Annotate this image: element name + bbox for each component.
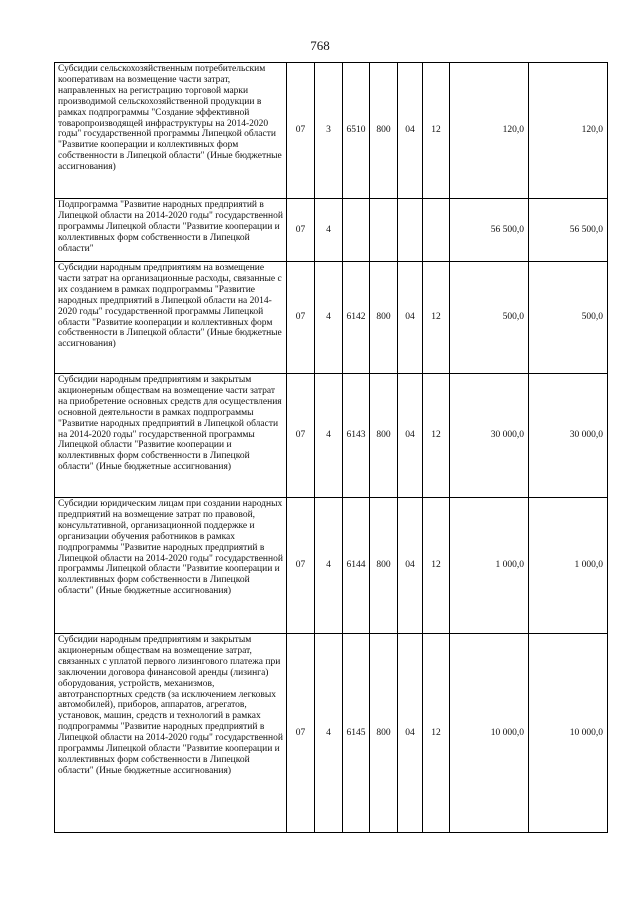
table-row (55, 634, 608, 833)
code-cell: 12 (423, 262, 450, 374)
code-cell: 04 (398, 262, 423, 374)
amount-cell: 500,0 (529, 262, 608, 374)
code-cell: 6510 (343, 63, 370, 199)
code-cell (370, 199, 398, 262)
amount-cell: 120,0 (529, 63, 608, 199)
code-cell: 07 (287, 199, 315, 262)
code-cell: 07 (287, 374, 315, 498)
code-cell: 4 (315, 498, 343, 634)
code-cell: 07 (287, 63, 315, 199)
code-cell: 07 (287, 262, 315, 374)
code-cell: 800 (370, 262, 398, 374)
amount-cell: 56 500,0 (529, 199, 608, 262)
code-cell: 12 (423, 374, 450, 498)
amount-cell: 10 000,0 (450, 634, 529, 833)
amount-cell: 500,0 (450, 262, 529, 374)
code-cell (398, 199, 423, 262)
code-cell: 800 (370, 634, 398, 833)
row-description: Субсидии народным предприятиям и закрытым акционерным обществам на возмещение части затрат на приобретение основных средств для осуществления основной деятельности в рамках подпрограммы "Развитие народных предприятий в Липецкой области на 2014-2020 годы" государственной программы Липецкой области "Развитие кооперации и коллективных форм собственности в Липецкой области" (Иные бюджетные ассигнования) (55, 374, 287, 498)
code-cell: 4 (315, 374, 343, 498)
row-description: Субсидии народным предприятиям на возмещение части затрат на организационные расходы, связанные с их созданием в рамках подпрограммы "Развитие народных предприятий в Липецкой области на 2014-2020 годы" государственной программы Липецкой области "Развитие кооперации и коллективных форм собственности в Липецкой области" (Иные бюджетные ассигнования) (55, 262, 287, 374)
table-row (55, 262, 608, 374)
code-cell: 04 (398, 634, 423, 833)
code-cell: 800 (370, 374, 398, 498)
table-row (55, 63, 608, 199)
row-description: Подпрограмма "Развитие народных предприятий в Липецкой области на 2014-2020 годы" государственной программы Липецкой области "Развитие кооперации и коллективных форм собственности в Липецкой области" (55, 199, 287, 262)
code-cell: 12 (423, 634, 450, 833)
code-cell: 6145 (343, 634, 370, 833)
code-cell: 07 (287, 634, 315, 833)
code-cell: 04 (398, 374, 423, 498)
budget-table (54, 62, 608, 833)
code-cell (423, 199, 450, 262)
code-cell: 6142 (343, 262, 370, 374)
code-cell: 12 (423, 63, 450, 199)
code-cell: 6143 (343, 374, 370, 498)
amount-cell: 1 000,0 (450, 498, 529, 634)
amount-cell: 30 000,0 (450, 374, 529, 498)
code-cell: 4 (315, 262, 343, 374)
code-cell: 07 (287, 498, 315, 634)
page-number: 768 (310, 38, 330, 53)
amount-cell: 56 500,0 (450, 199, 529, 262)
table-row (55, 374, 608, 498)
amount-cell: 120,0 (450, 63, 529, 199)
table-row (55, 199, 608, 262)
row-description: Субсидии сельскохозяйственным потребительским кооперативам на возмещение части затрат, направленных на регистрацию торговой марки производимой сельскохозяйственной продукции в рамках подпрограммы "Создание эффективной товаропроизводящей инфраструктуры на 2014-2020 годы" государственной программы Липецкой области "Развитие кооперации и коллективных форм собственности в Липецкой области" (Иные бюджетные ассигнования) (55, 63, 287, 199)
amount-cell: 30 000,0 (529, 374, 608, 498)
code-cell: 6144 (343, 498, 370, 634)
code-cell: 04 (398, 63, 423, 199)
row-description: Субсидии юридическим лицам при создании народных предприятий на возмещение затрат по правовой, консультативной, организационной поддержке и организации обучения работников в рамках подпрограммы "Развитие народных предприятий в Липецкой области на 2014-2020 годы" государственной программы Липецкой области "Развитие кооперации и коллективных форм собственности в Липецкой области" (Иные бюджетные ассигнования) (55, 498, 287, 634)
code-cell: 800 (370, 63, 398, 199)
amount-cell: 10 000,0 (529, 634, 608, 833)
amount-cell: 1 000,0 (529, 498, 608, 634)
code-cell (343, 199, 370, 262)
code-cell: 12 (423, 498, 450, 634)
code-cell: 04 (398, 498, 423, 634)
row-description: Субсидии народным предприятиям и закрытым акционерным обществам на возмещение затрат, связанных с уплатой первого лизингового платежа при заключении договора финансовой аренды (лизинга) оборудования, устройств, механизмов, автотранспортных средств (за исключением легковых автомобилей), приборов, аппаратов, агрегатов, установок, машин, средств и технологий в рамках подпрограммы "Развитие народных предприятий в Липецкой области на 2014-2020 годы" государственной программы Липецкой области "Развитие кооперации и коллективных форм собственности в Липецкой области" (Иные бюджетные ассигнования) (55, 634, 287, 833)
code-cell: 4 (315, 199, 343, 262)
code-cell: 800 (370, 498, 398, 634)
code-cell: 4 (315, 634, 343, 833)
code-cell: 3 (315, 63, 343, 199)
table-row (55, 498, 608, 634)
